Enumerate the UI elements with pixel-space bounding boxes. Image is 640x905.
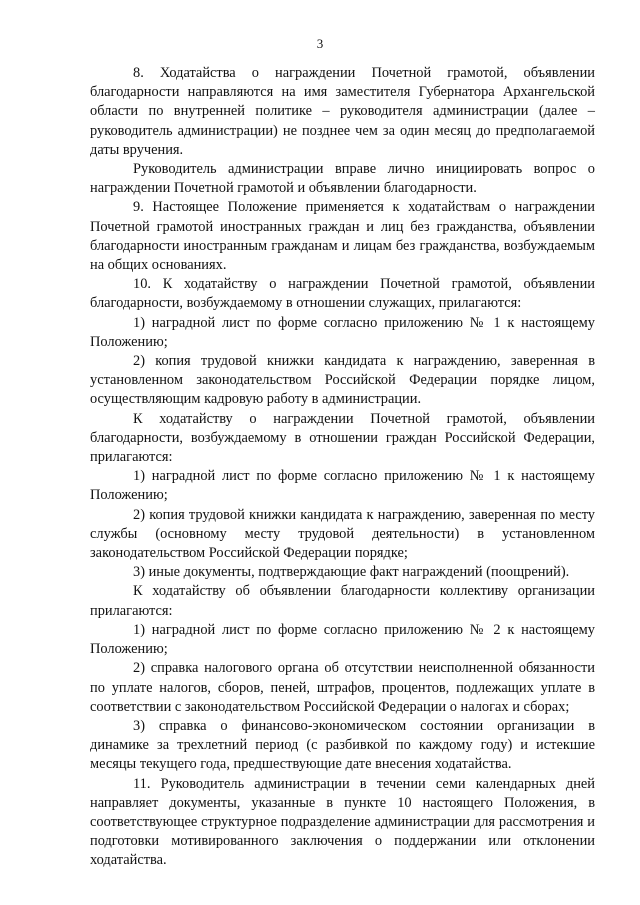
list-item-citizens-1: 1) наградной лист по форме согласно приложению № 1 к настоящему Положению; <box>90 468 595 504</box>
list-item-citizens-3: 3) иные документы, подтверждающие факт награждений (поощрений). <box>133 564 570 581</box>
paragraph-8-initiative: Руководитель администрации вправе лично инициировать вопрос о награждении Почетной грамотой и объявлении благодарности. <box>90 161 595 197</box>
list-item-collective-3: 3) справка о финансово-экономическом состоянии организации в динамике за трехлетний период (с разбивкой по каждому году) и истекшие месяцы текущего года, предшествующие дате внесения ходатайства. <box>90 717 595 773</box>
paragraph-10: 10. К ходатайству о награждении Почетной грамотой, объявлении благодарности, возбуждаемому в отношении служащих, прилагаются: <box>90 276 595 312</box>
paragraph-collective: К ходатайству об объявлении благодарности коллективу организации прилагаются: <box>90 583 595 619</box>
document-body <box>90 64 595 871</box>
paragraph-9: 9. Настоящее Положение применяется к ходатайствам о награждении Почетной грамотой иностранных граждан и лиц без гражданства, объявлении благодарности иностранным гражданам и лицам без гражданства, возбуждаемым на общих основаниях. <box>90 199 595 274</box>
list-item-collective-1: 1) наградной лист по форме согласно приложению № 2 к настоящему Положению; <box>90 621 595 658</box>
paragraph-citizens: К ходатайству о награждении Почетной грамотой, объявлении благодарности, возбуждаемому в отношении граждан Российской Федерации, прилагаются: <box>90 410 595 466</box>
list-item-employees-2: 2) копия трудовой книжки кандидата к награждению, заверенная в установленном законодательством Российской Федерации порядке лицом, осуществляющим кадровую работу в администрации. <box>90 353 595 408</box>
list-item-collective-2: 2) справка налогового органа об отсутствии неисполненной обязанности по уплате налогов, сборов, пеней, штрафов, процентов, подлежащих уплате в соответствии с законодательством Российской Федерации о налогах и сборах; <box>90 660 595 715</box>
paragraph-8: 8. Ходатайства о награждении Почетной грамотой, объявлении благодарности направляются на имя заместителя Губернатора Архангельской области по внутренней политике – руководителя администрации (далее – руководитель администрации) не позднее чем за один месяц до предполагаемой даты вручения. <box>90 65 595 158</box>
list-item-employees-1: 1) наградной лист по форме согласно приложению № 1 к настоящему Положению; <box>90 314 595 350</box>
page-number: 3 <box>316 36 324 51</box>
paragraph-11: 11. Руководитель администрации в течении семи календарных дней направляет документы, указанные в пункте 10 настоящего Положения, в соответствующее структурное подразделение администрации для рассмотрения и подготовки мотивированного заключения о поддержании или отклонении ходатайства. <box>90 775 595 869</box>
list-item-citizens-2: 2) копия трудовой книжки кандидата к награждению, заверенная по месту службы (основному месту трудовой деятельности) в установленном законодательством Российской Федерации порядке; <box>90 506 595 562</box>
